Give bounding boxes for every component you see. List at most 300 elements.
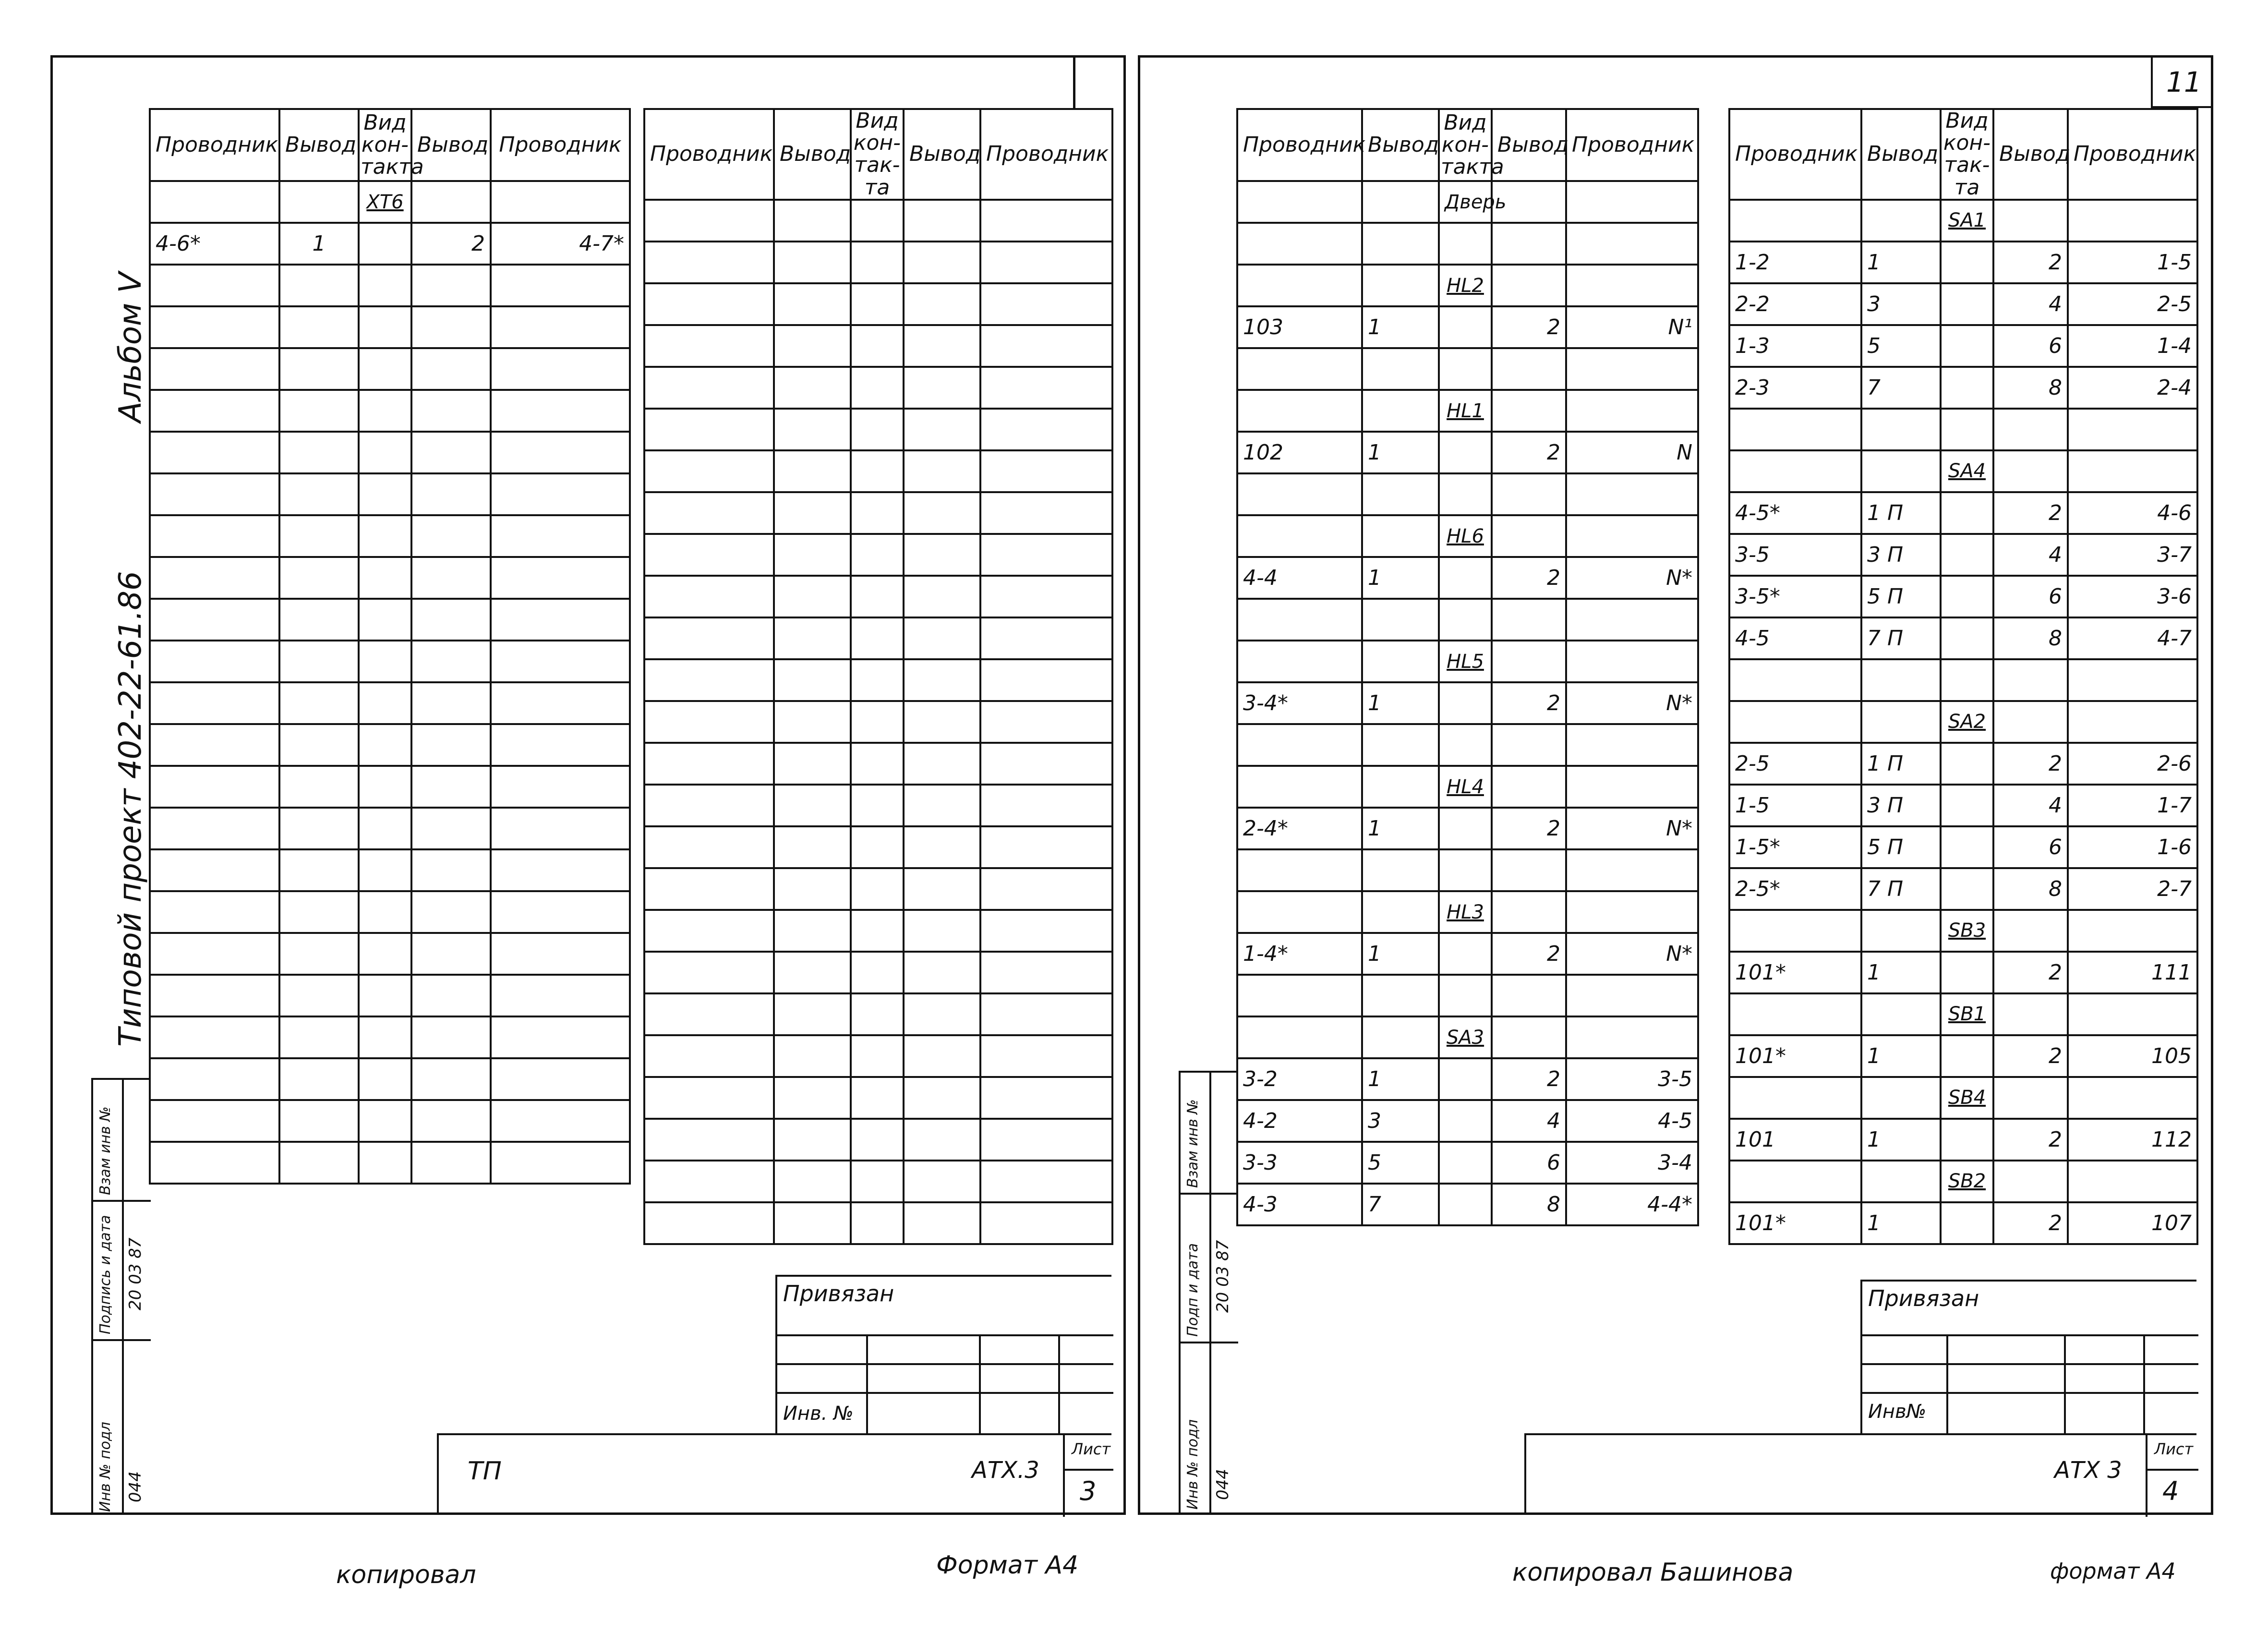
cell — [411, 1100, 491, 1142]
cell — [1993, 993, 2068, 1035]
cell — [980, 283, 1112, 325]
table-header-row — [150, 109, 630, 181]
cell: 8 — [1993, 617, 2068, 659]
cell — [1941, 952, 1993, 993]
cell — [359, 306, 411, 348]
cell — [904, 785, 980, 826]
side-stamp-label: Подп и дата — [1184, 1243, 1201, 1337]
cell — [1566, 473, 1698, 515]
cell: 1 П — [1861, 743, 1941, 785]
cell — [980, 492, 1112, 534]
cell — [774, 868, 851, 910]
cell — [1941, 1119, 1993, 1161]
cell — [904, 1202, 980, 1244]
cell — [1566, 599, 1698, 641]
cell: 2 — [1492, 557, 1566, 599]
cell: 101* — [1729, 952, 1861, 993]
cell — [491, 641, 630, 682]
cell: 5 — [1861, 325, 1941, 367]
table-row — [1729, 1202, 2197, 1244]
device-header: HL4 — [1439, 766, 1492, 808]
cell — [980, 450, 1112, 492]
table-row — [1237, 1142, 1698, 1184]
table-row — [644, 1161, 1112, 1202]
cell — [2068, 1161, 2197, 1202]
side-stamp-value: 20 03 87 — [1213, 1240, 1232, 1313]
table-row — [150, 265, 630, 306]
cell: 4-3 — [1237, 1184, 1362, 1225]
cell — [1492, 849, 1566, 891]
cell — [150, 348, 279, 390]
table-row — [1729, 1035, 2197, 1077]
cell — [1439, 599, 1492, 641]
cell — [1492, 473, 1566, 515]
table-row — [644, 242, 1112, 283]
cell — [1439, 724, 1492, 766]
cell — [491, 891, 630, 933]
cell — [904, 200, 980, 242]
cell: 3 П — [1861, 534, 1941, 576]
cell: 4-5* — [1729, 492, 1861, 534]
table-row — [1237, 265, 1698, 306]
col-pin: Вывод — [1492, 109, 1566, 181]
cell — [1237, 181, 1362, 223]
cell — [851, 409, 904, 450]
cell — [1861, 1077, 1941, 1119]
cell — [904, 910, 980, 952]
cell — [1566, 1016, 1698, 1058]
side-stamp-label: Инв № подл — [1184, 1419, 1201, 1510]
device-header: SB4 — [1941, 1077, 1993, 1119]
cell — [2068, 450, 2197, 492]
cell — [851, 743, 904, 785]
cell — [1362, 849, 1439, 891]
cell — [411, 849, 491, 891]
cell — [1492, 515, 1566, 557]
table-row — [1237, 975, 1698, 1016]
cell — [644, 910, 774, 952]
cell — [980, 200, 1112, 242]
table-row — [644, 659, 1112, 701]
cell — [1941, 1202, 1993, 1244]
cell — [150, 766, 279, 808]
table-row — [1729, 785, 2197, 826]
cell: 2 — [1993, 1119, 2068, 1161]
table-row — [1729, 701, 2197, 743]
cell: 2 — [1993, 1035, 2068, 1077]
cell — [279, 348, 359, 390]
table-row — [150, 390, 630, 432]
table-row — [1237, 348, 1698, 390]
cell: 7 П — [1861, 868, 1941, 910]
cell — [851, 826, 904, 868]
cell: 3 П — [1861, 785, 1941, 826]
cell — [1566, 724, 1698, 766]
cell: 3-5* — [1729, 576, 1861, 617]
cell — [644, 952, 774, 993]
cell — [1729, 993, 1861, 1035]
cell — [1993, 910, 2068, 952]
attached-label: Привязан — [1868, 1285, 1979, 1311]
table-row — [1729, 1119, 2197, 1161]
table-row — [644, 868, 1112, 910]
table-row — [644, 785, 1112, 826]
cell — [279, 1058, 359, 1100]
cell — [411, 599, 491, 641]
cell: 7 — [1362, 1184, 1439, 1225]
table-row — [1729, 492, 2197, 534]
cell — [359, 849, 411, 891]
col-contact-kind: Вид кон-так-та — [851, 109, 904, 200]
cell — [1566, 515, 1698, 557]
cell — [774, 409, 851, 450]
cell — [774, 450, 851, 492]
cell — [491, 975, 630, 1016]
cell — [411, 808, 491, 849]
cell — [1941, 409, 1993, 450]
cell — [774, 1035, 851, 1077]
cell — [774, 200, 851, 242]
table-row — [644, 283, 1112, 325]
table-row — [1237, 808, 1698, 849]
cell — [644, 1077, 774, 1119]
cell — [904, 1161, 980, 1202]
table-row — [644, 993, 1112, 1035]
cell — [980, 1202, 1112, 1244]
cell — [980, 952, 1112, 993]
cell — [359, 724, 411, 766]
cell — [1237, 473, 1362, 515]
table-row — [1729, 659, 2197, 701]
cell — [279, 766, 359, 808]
cell — [1729, 450, 1861, 492]
left-sheet-top-tab — [1073, 55, 1075, 108]
cell — [851, 1119, 904, 1161]
cell — [851, 576, 904, 617]
cell — [1941, 492, 1993, 534]
cell: 4-6* — [150, 223, 279, 265]
cell: 103 — [1237, 306, 1362, 348]
cell — [851, 1161, 904, 1202]
cell — [851, 325, 904, 367]
device-header: HL3 — [1439, 891, 1492, 933]
cell — [644, 1202, 774, 1244]
table-row — [1237, 933, 1698, 975]
cell — [851, 910, 904, 952]
cell — [851, 659, 904, 701]
cell — [1729, 659, 1861, 701]
cell: 6 — [1993, 576, 2068, 617]
cell: 4 — [1993, 283, 2068, 325]
cell — [1439, 1142, 1492, 1184]
cell — [774, 1202, 851, 1244]
cell — [411, 265, 491, 306]
cell — [851, 701, 904, 743]
cell — [904, 409, 980, 450]
cell — [774, 325, 851, 367]
cell: 1 — [1861, 1035, 1941, 1077]
table-row — [150, 975, 630, 1016]
cell — [279, 975, 359, 1016]
cell — [491, 599, 630, 641]
cell — [150, 265, 279, 306]
cell: 7 — [1861, 367, 1941, 409]
cell: 2-7 — [2068, 868, 2197, 910]
cell — [491, 682, 630, 724]
cell: 5 П — [1861, 826, 1941, 868]
cell — [1492, 975, 1566, 1016]
cell — [1566, 265, 1698, 306]
cell — [411, 306, 491, 348]
table-row — [1237, 849, 1698, 891]
cell — [359, 515, 411, 557]
cell — [644, 576, 774, 617]
cell — [980, 1077, 1112, 1119]
cell — [980, 242, 1112, 283]
table-row — [150, 891, 630, 933]
cell — [411, 766, 491, 808]
cell: 3-7 — [2068, 534, 2197, 576]
cell: N* — [1566, 933, 1698, 975]
cell — [904, 1119, 980, 1161]
cell: 2 — [1993, 952, 2068, 993]
cell: 2-4* — [1237, 808, 1362, 849]
cell — [644, 283, 774, 325]
cell: 1 — [1362, 682, 1439, 724]
cell — [411, 933, 491, 975]
cell — [150, 306, 279, 348]
col-conductor: Проводник — [491, 109, 630, 181]
table-row — [644, 617, 1112, 659]
cell — [774, 659, 851, 701]
cell: 2 — [1492, 933, 1566, 975]
cell — [1362, 181, 1439, 223]
cell — [359, 682, 411, 724]
cell: 4-4 — [1237, 557, 1362, 599]
cell — [150, 599, 279, 641]
cell — [1941, 617, 1993, 659]
cell — [774, 1119, 851, 1161]
table-row — [644, 952, 1112, 993]
cell — [1566, 849, 1698, 891]
cell — [150, 390, 279, 432]
cell — [904, 242, 980, 283]
table-row — [150, 306, 630, 348]
cell: 2 — [1492, 682, 1566, 724]
cell — [1566, 891, 1698, 933]
right-table-b — [1728, 108, 2198, 1245]
table-row — [644, 1035, 1112, 1077]
device-header: SA3 — [1439, 1016, 1492, 1058]
table-row — [1729, 993, 2197, 1035]
cell: 1 — [1362, 557, 1439, 599]
table-row — [1237, 1016, 1698, 1058]
cell — [851, 492, 904, 534]
cell — [1941, 283, 1993, 325]
cell — [774, 910, 851, 952]
cell: 5 П — [1861, 576, 1941, 617]
attached-label: Привязан — [783, 1281, 894, 1306]
cell — [150, 1100, 279, 1142]
cell — [150, 1016, 279, 1058]
table-row — [1237, 306, 1698, 348]
cell: 1 — [1861, 242, 1941, 283]
cell — [644, 868, 774, 910]
cell — [1941, 659, 1993, 701]
cell — [1237, 975, 1362, 1016]
cell — [980, 534, 1112, 576]
cell — [1362, 473, 1439, 515]
cell — [2068, 1077, 2197, 1119]
cell: 3-2 — [1237, 1058, 1362, 1100]
table-row — [1237, 724, 1698, 766]
cell — [1439, 1184, 1492, 1225]
cell: N* — [1566, 808, 1698, 849]
cell — [1237, 891, 1362, 933]
cell — [1237, 223, 1362, 265]
cell: N* — [1566, 682, 1698, 724]
table-row — [150, 1142, 630, 1184]
cell: 1 П — [1861, 492, 1941, 534]
table-row — [150, 682, 630, 724]
cell — [150, 975, 279, 1016]
cell: 6 — [1993, 826, 2068, 868]
cell — [359, 1016, 411, 1058]
side-stamp-label: Взам инв № — [97, 1106, 114, 1195]
cell — [1439, 473, 1492, 515]
cell — [1993, 659, 2068, 701]
left-footer-copied: копировал — [336, 1560, 476, 1589]
cell — [359, 390, 411, 432]
cell — [1362, 891, 1439, 933]
cell — [411, 515, 491, 557]
cell: 4-7* — [491, 223, 630, 265]
cell — [491, 1058, 630, 1100]
cell — [359, 1058, 411, 1100]
device-header: SB1 — [1941, 993, 1993, 1035]
cell: 3-4* — [1237, 682, 1362, 724]
cell: 102 — [1237, 432, 1362, 473]
cell — [904, 826, 980, 868]
col-pin: Вывод — [1362, 109, 1439, 181]
cell — [411, 473, 491, 515]
cell: N¹ — [1566, 306, 1698, 348]
cell — [1362, 975, 1439, 1016]
cell — [359, 223, 411, 265]
doc-code: ТП — [468, 1457, 502, 1486]
cell — [1362, 348, 1439, 390]
cell — [1237, 265, 1362, 306]
cell: 2 — [1492, 808, 1566, 849]
table-row — [1237, 223, 1698, 265]
cell — [1729, 200, 1861, 242]
cell: 1 — [1362, 933, 1439, 975]
cell — [1492, 348, 1566, 390]
cell — [359, 808, 411, 849]
table-row — [1729, 952, 2197, 993]
cell — [851, 367, 904, 409]
table-row — [1237, 1184, 1698, 1225]
table-row — [1237, 599, 1698, 641]
cell — [2068, 910, 2197, 952]
cell — [851, 617, 904, 659]
cell — [774, 826, 851, 868]
cell — [851, 283, 904, 325]
cell — [279, 515, 359, 557]
table-row — [644, 576, 1112, 617]
table-row — [1237, 1100, 1698, 1142]
cell — [359, 1142, 411, 1184]
cell: 1 — [1362, 808, 1439, 849]
col-pin: Вывод — [411, 109, 491, 181]
cell — [644, 534, 774, 576]
cell — [644, 325, 774, 367]
cell — [279, 641, 359, 682]
cell — [411, 975, 491, 1016]
cell: 2-4 — [2068, 367, 2197, 409]
cell — [359, 933, 411, 975]
cell — [1729, 1077, 1861, 1119]
cell — [491, 265, 630, 306]
table-row — [644, 910, 1112, 952]
cell — [980, 1161, 1112, 1202]
cell — [904, 659, 980, 701]
cell — [411, 724, 491, 766]
table-row — [150, 599, 630, 641]
cell — [1362, 515, 1439, 557]
left-title-block — [775, 1275, 1111, 1433]
cell — [491, 766, 630, 808]
right-main-stamp — [1524, 1433, 2196, 1515]
cell — [851, 450, 904, 492]
table-row — [150, 432, 630, 473]
cell — [644, 659, 774, 701]
cell — [774, 617, 851, 659]
cell — [1439, 682, 1492, 724]
cell — [1941, 826, 1993, 868]
cell — [1237, 766, 1362, 808]
cell: 1 — [1362, 1058, 1439, 1100]
cell — [2068, 701, 2197, 743]
table-row — [150, 473, 630, 515]
cell — [150, 682, 279, 724]
cell: 5 — [1362, 1142, 1439, 1184]
cell: 2-5* — [1729, 868, 1861, 910]
table-header-row — [1237, 109, 1698, 181]
cell: 2-2 — [1729, 283, 1861, 325]
cell — [1492, 265, 1566, 306]
cell — [1362, 1016, 1439, 1058]
cell — [904, 325, 980, 367]
table-row — [644, 534, 1112, 576]
col-conductor: Проводник — [644, 109, 774, 200]
table-row — [1237, 891, 1698, 933]
cell — [1941, 325, 1993, 367]
table-row — [1729, 1077, 2197, 1119]
table-row — [150, 724, 630, 766]
cell — [774, 283, 851, 325]
table-row — [150, 849, 630, 891]
cell — [904, 367, 980, 409]
device-header: SB2 — [1941, 1161, 1993, 1202]
cell — [1566, 181, 1698, 223]
cell — [279, 849, 359, 891]
cell — [851, 1202, 904, 1244]
cell — [359, 599, 411, 641]
cell — [150, 515, 279, 557]
cell — [1237, 390, 1362, 432]
table-row — [150, 1016, 630, 1058]
